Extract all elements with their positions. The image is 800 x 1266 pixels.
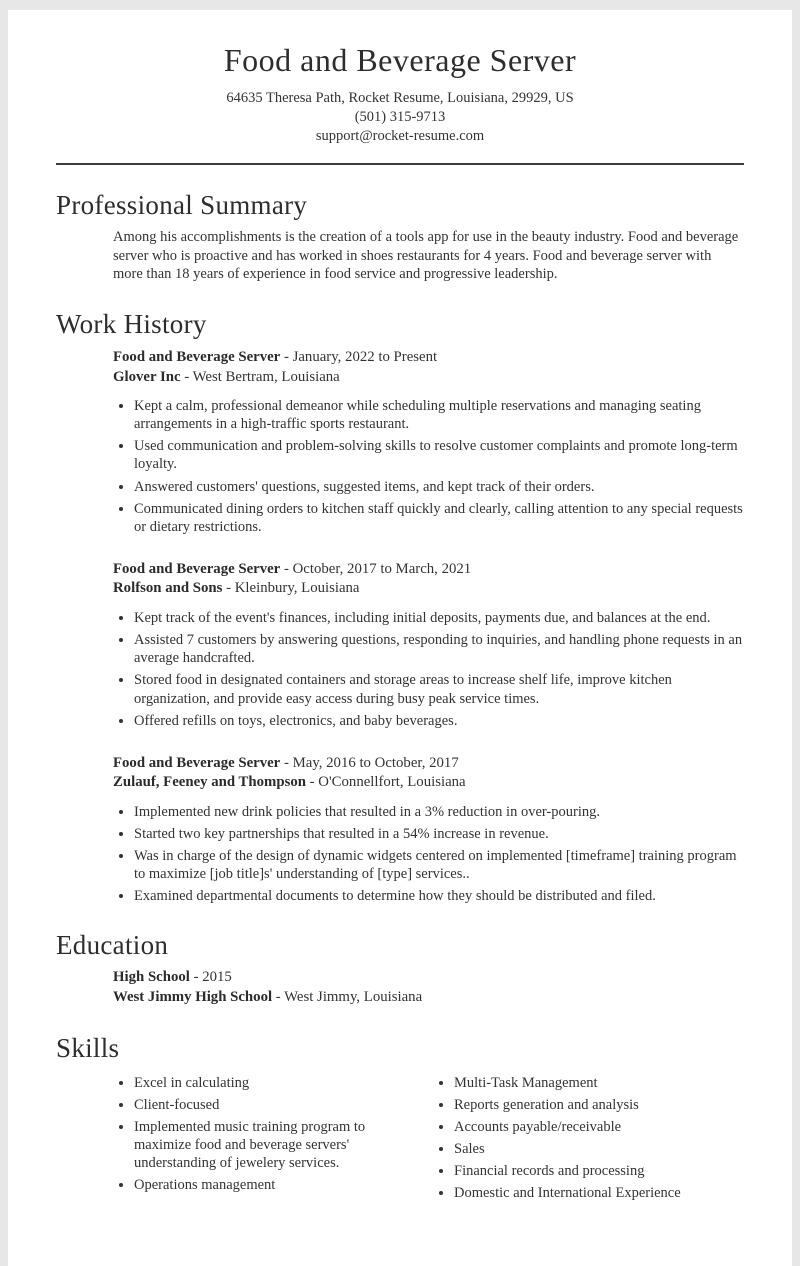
education-degree-line [113, 968, 744, 988]
skill-item: • Excel in calculating [134, 1074, 408, 1092]
skill-item: • Accounts payable/receivable [454, 1118, 744, 1136]
contact-phone: (501) 315-9713 [354, 109, 446, 126]
skill-item: • Multi-Task Management [454, 1074, 744, 1092]
contact-address: 64635 Theresa Path, Rocket Resume, Louisiana, 29929, US [226, 90, 574, 106]
bullet-item: • Started two key partnerships that resulted in a 54% increase in revenue. [134, 825, 744, 843]
summary-text: Among his accomplishments is the creation of a tools app for use in the beauty industry. Food and beverage server who is proactive and has worked in shoes restaurants for 4 years. Food and beverage server with more than 18 years of experience in food service and progressive leadership. [113, 229, 739, 283]
bullet-item: • Communicated dining orders to kitchen staff quickly and clearly, calling attention to any special requests or dietary restrictions. [134, 500, 744, 536]
bullet-item: • Kept track of the event's finances, including initial deposits, payments due, and balances at the end. [134, 609, 744, 627]
skill-item: • Implemented music training program to maximize food and beverage servers' understanding of jewelery services. [134, 1118, 408, 1172]
skill-item: • Sales [454, 1140, 744, 1158]
job-location: - Kleinbury, Louisiana [226, 580, 360, 597]
job-entry-3 [56, 754, 744, 906]
bullet-item: • Assisted 7 customers by answering questions, responding to inquiries, and handling phone requests in an average handcrafted. [134, 631, 744, 667]
job-title-line [113, 754, 744, 774]
job-dates: - October, 2017 to March, 2021 [283, 560, 472, 577]
job-bullet-list [56, 609, 744, 730]
skill-item: • Domestic and International Experience [454, 1184, 744, 1202]
job-company-line [113, 368, 744, 388]
education-school-line [113, 988, 744, 1008]
bullet-item: • Implemented new drink policies that resulted in a 3% reduction in over-pouring. [134, 803, 744, 821]
summary-heading: Professional Summary [56, 190, 308, 221]
job-entry-1 [56, 348, 744, 536]
education-grad-year: - 2015 [193, 969, 232, 986]
resume-header [56, 42, 744, 146]
job-company: Glover Inc [113, 368, 181, 385]
work-history-heading: Work History [56, 309, 207, 340]
job-company-line [113, 773, 744, 793]
job-location: - O'Connellfort, Louisiana [309, 774, 466, 791]
job-company: Rolfson and Sons [113, 580, 223, 597]
skills-columns [56, 1074, 744, 1207]
skill-item: • Reports generation and analysis [454, 1096, 744, 1114]
job-bullet-list [56, 397, 744, 536]
bullet-item: • Stored food in designated containers and storage areas to increase shelf life, improve kitchen organization, and provide easy access during busy peak service times. [134, 671, 744, 707]
bullet-item: • Offered refills on toys, electronics, and baby beverages. [134, 712, 744, 730]
section-education [56, 930, 744, 1007]
bullet-item: • Was in charge of the design of dynamic widgets centered on implemented [timeframe] training program to maximize [job title]s' understanding of [type] services.. [134, 847, 744, 883]
skill-item: • Operations management [134, 1176, 408, 1194]
job-company-line [113, 579, 744, 599]
job-location: - West Bertram, Louisiana [184, 368, 340, 385]
job-title: Food and Beverage Server [113, 349, 281, 366]
section-work-history [56, 309, 744, 905]
education-heading: Education [56, 930, 169, 961]
skills-column-right [408, 1074, 744, 1207]
contact-email: support@rocket-resume.com [315, 128, 485, 145]
bullet-item: • Answered customers' questions, suggested items, and kept track of their orders. [134, 478, 744, 496]
skills-heading: Skills [56, 1032, 120, 1063]
job-dates: - January, 2022 to Present [283, 349, 438, 366]
header-divider [56, 163, 744, 165]
bullet-item: • Examined departmental documents to determine how they should be distributed and filed. [134, 887, 744, 905]
job-company: Zulauf, Feeney and Thompson [113, 774, 306, 791]
job-entry-2 [56, 560, 744, 730]
job-title-line [113, 348, 744, 368]
page-title: Food and Beverage Server [223, 42, 577, 78]
skills-column-left [56, 1074, 408, 1207]
section-professional-summary [56, 190, 744, 284]
job-bullet-list [56, 803, 744, 906]
bullet-item: • Used communication and problem-solving skills to resolve customer complaints and promote long-term loyalty. [134, 437, 744, 473]
education-school-location: - West Jimmy, Louisiana [275, 988, 423, 1005]
education-degree: High School [113, 969, 190, 986]
job-dates: - May, 2016 to October, 2017 [283, 754, 459, 771]
education-school: West Jimmy High School [113, 988, 273, 1005]
skill-item: • Client-focused [134, 1096, 408, 1114]
skill-item: • Financial records and processing [454, 1162, 744, 1180]
section-skills [56, 1033, 744, 1207]
resume-page [8, 10, 792, 1266]
job-title: Food and Beverage Server [113, 560, 281, 577]
job-title: Food and Beverage Server [113, 754, 281, 771]
bullet-item: • Kept a calm, professional demeanor while scheduling multiple reservations and managing seating arrangements in a high-traffic sports restaurant. [134, 397, 744, 433]
job-title-line [113, 560, 744, 580]
